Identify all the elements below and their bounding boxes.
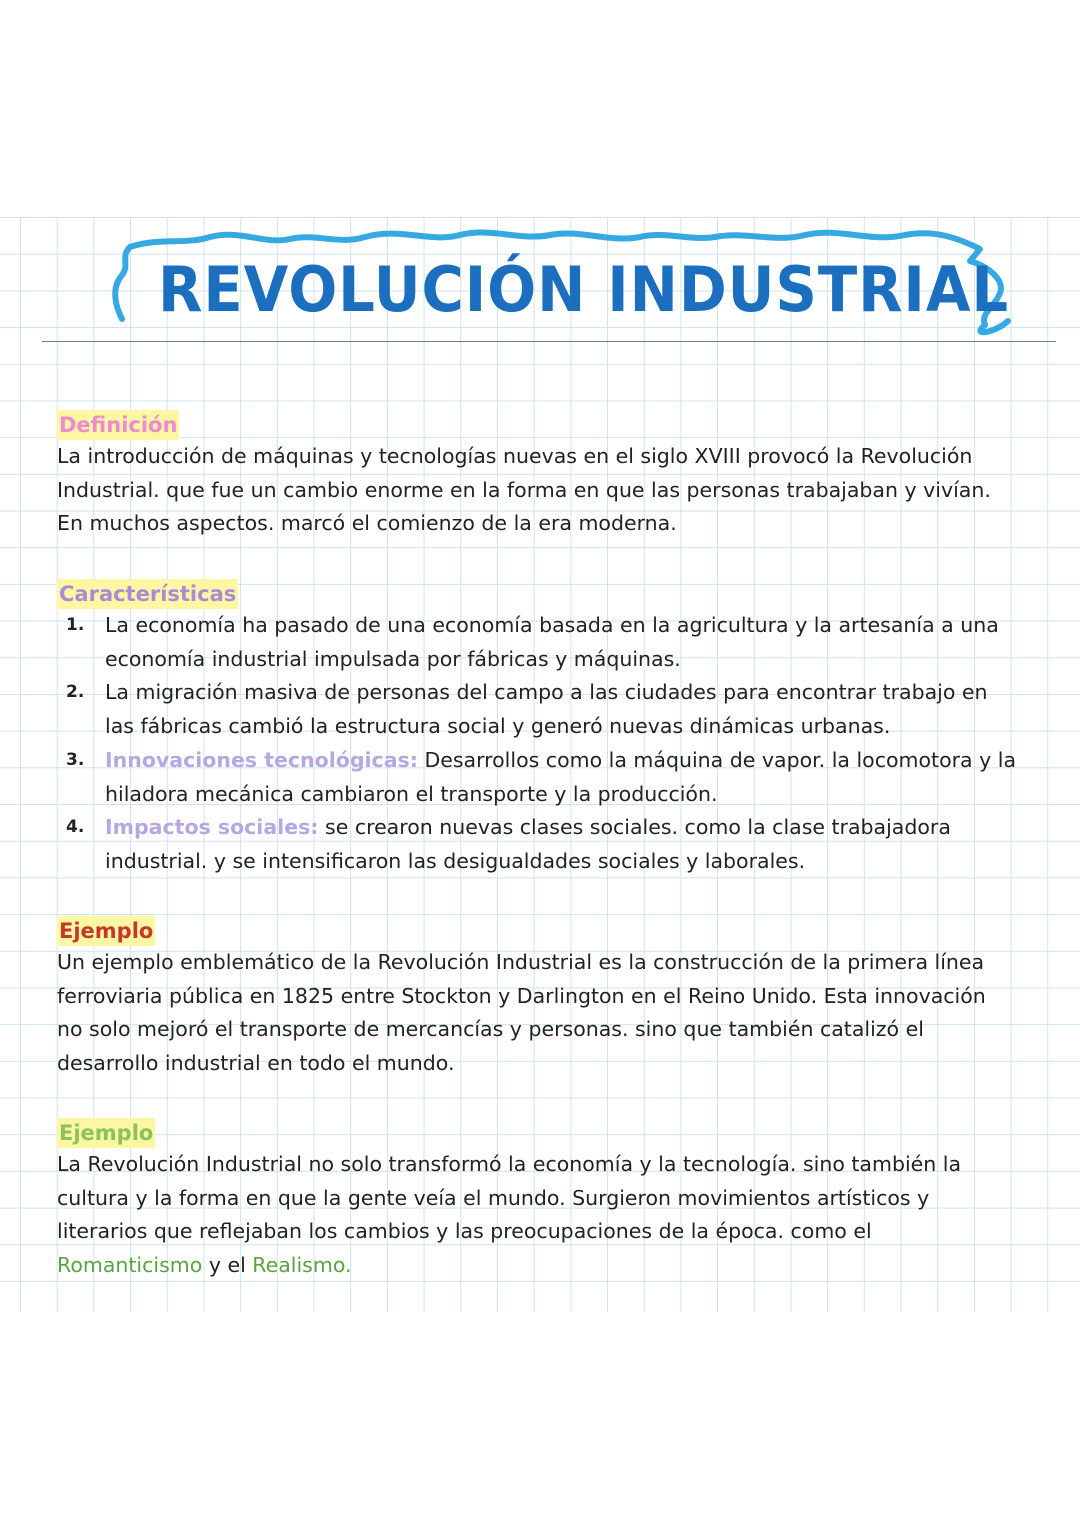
list-number: 1.: [66, 615, 85, 635]
example-section-2: [57, 1118, 1017, 1283]
title-divider: [42, 341, 1056, 342]
list-item: [57, 744, 1017, 811]
list-item-text: La migración masiva de personas del campo a las ciudades para encontrar trabajo en las fábricas cambió la estructura social y generó nuevas dinámicas urbanas.: [105, 680, 988, 739]
list-number: 2.: [66, 682, 85, 703]
list-item-text: La economía ha pasado de una economía basada en la agricultura y la artesanía a una economía industrial impulsada por fábricas y máquinas.: [105, 613, 999, 671]
definition-section: [57, 410, 1017, 541]
list-number: 4.: [66, 817, 85, 838]
list-item-text: Desarrollos como la máquina de vapor. la locomotora y la hiladora mecánica cambiaron el transporte y la producción.: [105, 747, 1017, 806]
characteristics-heading: Características: [57, 579, 238, 609]
term-joiner: y el: [202, 1253, 253, 1278]
example-text-1: Un ejemplo emblemático de la Revolución Industrial es la construcción de la primera línea ferroviaria pública en 1825 entre Stockton y Darlington en el Reino Unido. Esta innovación no solo mejoró el transporte de mercancías y personas. sino que también catalizó el desarrollo industrial en todo el mundo.: [57, 950, 986, 1076]
list-number: 3.: [66, 749, 85, 770]
example-text-2-body: La Revolución Industrial no solo transformó la economía y la tecnología. sino también la cultura y la forma en que la gente veía el mundo. Surgieron movimientos artísticos y literarios que reflejaban los cambios y las preocupaciones de la época. como el: [57, 1152, 962, 1244]
term-romanticismo: Romanticismo: [57, 1253, 203, 1278]
example-heading-1: Ejemplo: [57, 916, 155, 946]
example-heading-2: Ejemplo: [57, 1118, 155, 1148]
example-text-2: [57, 1148, 1017, 1283]
definition-text: La introducción de máquinas y tecnologías nuevas en el siglo XVIII provocó la Revolución Industrial. que fue un cambio enorme en la forma en que las personas trabajaban y vivían. En muchos aspectos. marcó el comienzo de la era moderna.: [57, 444, 991, 536]
list-item: [57, 811, 1017, 878]
list-item: [57, 676, 1017, 743]
term-realismo: Realismo: [252, 1253, 346, 1278]
list-item-label: Impactos sociales:: [105, 815, 319, 840]
list-item-label: Innovaciones tecnológicas:: [105, 747, 418, 772]
characteristics-list: [57, 609, 1017, 879]
page-title: REVOLUCIÓN INDUSTRIAL: [158, 253, 1010, 326]
list-item-text: se crearon nuevas clases sociales. como la clase trabajadora industrial. y se intensificaron las desigualdades sociales y laborales.: [105, 815, 951, 873]
list-item: [57, 609, 1017, 676]
term-end: .: [345, 1253, 352, 1278]
example-section-1: [57, 916, 1017, 1081]
title-banner: [100, 215, 1025, 345]
characteristics-section: [57, 579, 1017, 879]
definition-heading: Definición: [57, 410, 179, 440]
